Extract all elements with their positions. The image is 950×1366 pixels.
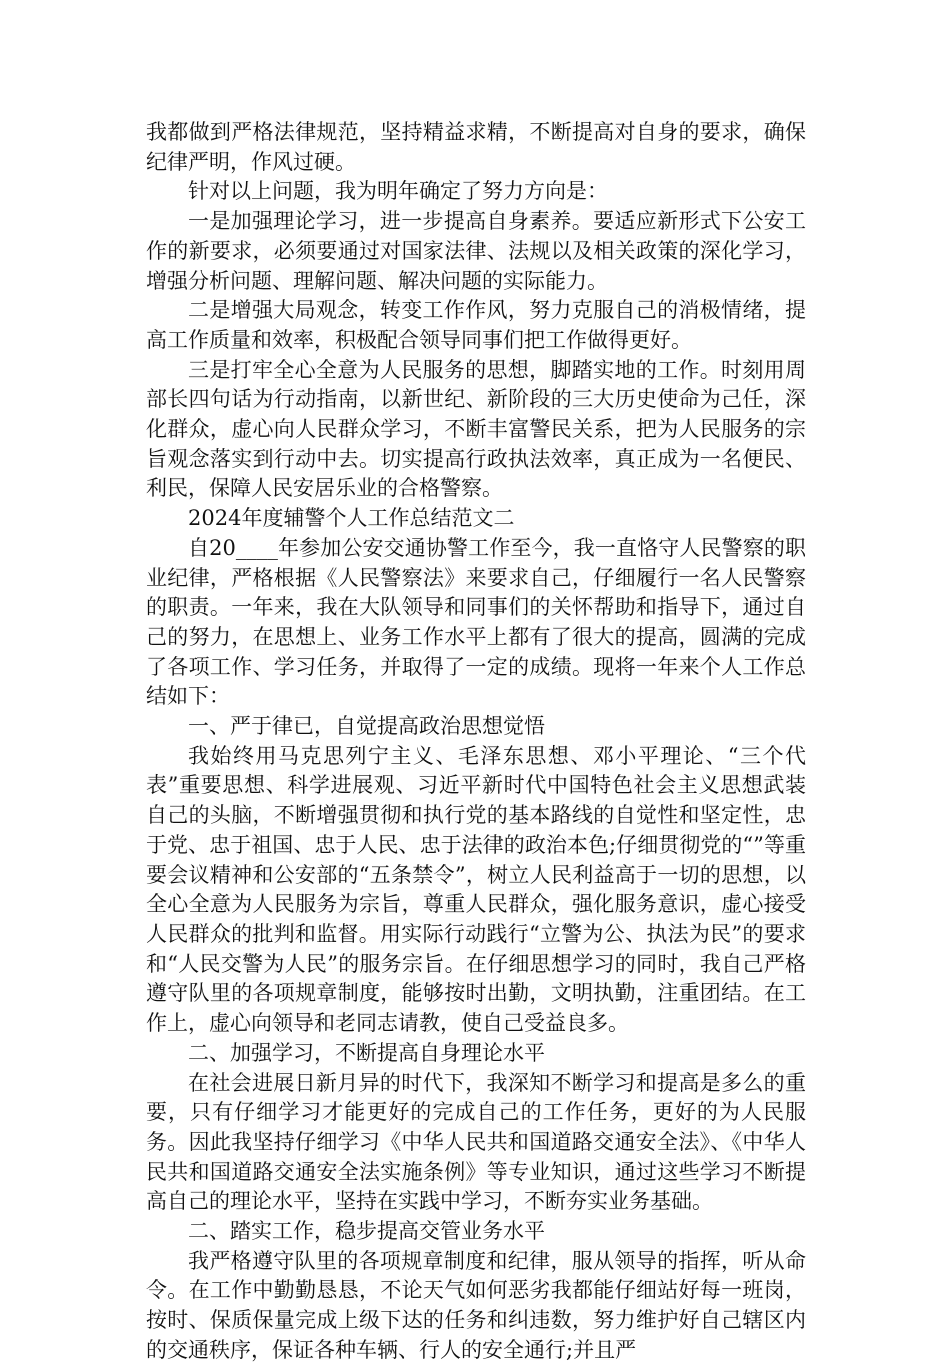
document-body bbox=[146, 118, 806, 1366]
paragraph: 我严格遵守队里的各项规章制度和纪律，服从领导的指挥，听从命令。在工作中勤勤恳恳，不论天气如何恶劣我都能仔细站好每一班岗，按时、保质保量完成上级下达的任务和纠违数，努力维护好自己辖区内的交通秩序，保证各种车辆、行人的安全通行;并且严 bbox=[146, 1248, 806, 1362]
section-heading: 一、严于律已，自觉提高政治思想觉悟 bbox=[188, 714, 545, 739]
paragraph: 一是加强理论学习，进一步提高自身素养。要适应新形式下公安工作的新要求，必须要通过对国家法律、法规以及相关政策的深化学习，增强分析问题、理解问题、解决问题的实际能力。 bbox=[146, 209, 806, 293]
section-heading: 二、加强学习，不断提高自身理论水平 bbox=[188, 1040, 545, 1065]
paragraph: 我始终用马克思列宁主义、毛泽东思想、邓小平理论、“三个代表”重要思想、科学进展观、习近平新时代中国特色社会主义思想武装自己的头脑，不断增强贯彻和执行党的基本路线的自觉性和坚定性，忠于党、忠于祖国、忠于人民、忠于法律的政治本色;仔细贯彻党的“”等重要会议精神和公安部的“五条禁令”，树立人民利益高于一切的思想，以全心全意为人民服务为宗旨，尊重人民群众，强化服务意识，虚心接受人民群众的批判和监督。用实际行动践行“立警为公、执法为民”的要求和“人民交警为人民”的服务宗旨。在仔细思想学习的同时，我自己严格遵守队里的各项规章制度，能够按时出勤，文明执勤，注重团结。在工作上，虚心向领导和老同志请教，使自己受益良多。 bbox=[146, 743, 806, 1036]
paragraph: 自20____年参加公安交通协警工作至今，我一直恪守人民警察的职业纪律，严格根据《人民警察法》来要求自己，仔细履行一名人民警察的职责。一年来，我在大队领导和同事们的关怀帮助和指导下，通过自己的努力，在思想上、业务工作水平上都有了很大的提高，圆满的完成了各项工作、学习任务，并取得了一定的成绩。现将一年来个人工作总结如下： bbox=[146, 535, 806, 709]
paragraph: 在社会进展日新月异的时代下，我深知不断学习和提高是多么的重要，只有仔细学习才能更好的完成自己的工作任务，更好的为人民服务。因此我坚持仔细学习《中华人民共和国道路交通安全法》、《中华人民共和国道路交通安全法实施条例》等专业知识，通过这些学习不断提高自己的理论水平，坚持在实践中学习，不断夯实业务基础。 bbox=[146, 1070, 806, 1214]
paragraph: 针对以上问题，我为明年确定了努力方向是： bbox=[188, 179, 608, 204]
section-title: 2024年度辅警个人工作总结范文二 bbox=[188, 506, 515, 531]
paragraph: 三是打牢全心全意为人民服务的思想，脚踏实地的工作。时刻用周部长四句话为行动指南，以新世纪、新阶段的三大历史使命为己任，深化群众，虚心向人民群众学习，不断丰富警民关系，把为人民服务的宗旨观念落实到行动中去。切实提高行政执法效率，真正成为一名便民、利民，保障人民安居乐业的合格警察。 bbox=[146, 357, 806, 501]
paragraph: 我都做到严格法律规范，坚持精益求精，不断提高对自身的要求，确保纪律严明，作风过硬。 bbox=[146, 120, 806, 174]
section-heading: 二、踏实工作，稳步提高交管业务水平 bbox=[188, 1219, 545, 1244]
paragraph: 二是增强大局观念，转变工作作风，努力克服自己的消极情绪，提高工作质量和效率，积极配合领导同事们把工作做得更好。 bbox=[146, 298, 806, 352]
